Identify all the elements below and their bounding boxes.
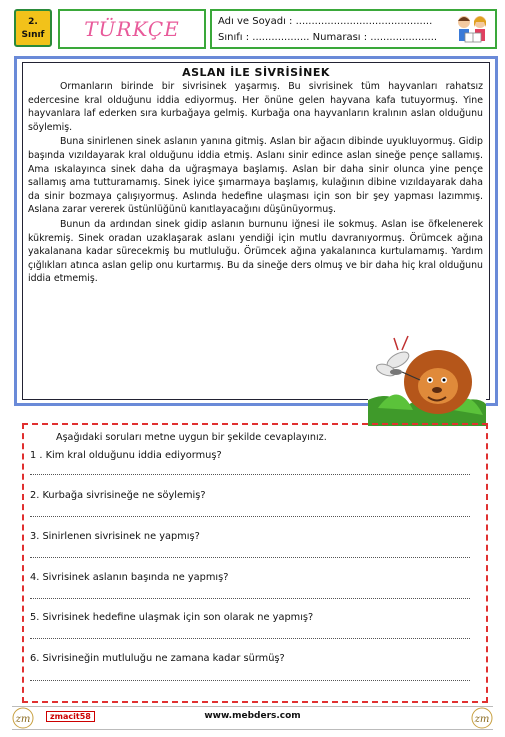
answer-line-4[interactable]	[30, 598, 470, 599]
grade-number: 2.	[28, 17, 38, 27]
site-url[interactable]: www.mebders.com	[204, 711, 301, 721]
zm-logo-text: zm	[15, 714, 31, 725]
answer-line-6[interactable]	[30, 680, 470, 681]
subject-title: TÜRKÇE	[84, 17, 180, 41]
kids-reading-icon	[453, 13, 493, 45]
question-5: 5. Sivrisinek hedefine ulaşmak için son olarak ne yapmış?	[30, 612, 314, 623]
answer-line-2[interactable]	[30, 516, 470, 517]
question-1: 1 . Kim kral olduğunu iddia ediyormuş?	[30, 450, 222, 461]
story-text	[28, 80, 483, 287]
answer-line-5[interactable]	[30, 638, 470, 639]
story-paragraph: Buna sinirlenen sinek aslanın yanına gitmiş. Aslan bir ağacın dibinde uyukluyormuş. Gidip başında vızıldayarak kral olduğunu iddia etmiş. Aslanı sinir edince aslan sineğe pençe sallamış. Ama ıskalayınca sinek daha da uğraşmaya başlamış. Aslan bir daha sinir olunca yine pençe sallamış ama tutturamamış. Sinek iyice şımarmaya başlamış, kulağının dibine vızıldayarak daha da sinir bozmaya çalışıyormuş. Aslında hedefine ulaşması için son bir şey yapması lazımmış. Aslana zarar vererek üstünlüğünü kanıtlayacağını düşünüyormuş.	[28, 136, 483, 216]
lion-mosquito-illustration	[368, 330, 486, 426]
question-4: 4. Sivrisinek aslanın başında ne yapmış?	[30, 572, 229, 583]
story-paragraph: Bunun da ardından sinek gidip aslanın burnunu iğnesi ile sokmuş. Aslan ise öfkelenerek kükremiş. Sinek oradan uzaklaşarak aslanı yendiği için mutlu davranıyormuş. Örümcek ağına yakalanana kadar sürecekmiş bu mutluluğu. Örümcek ağına yakalanınca kurtulamamış. Yardım çığlıkları atınca aslan gelip onu kurtarmış. Bu da sineğe ders olmuş ve bir daha hiç kral olduğunu iddia etmemiş.	[28, 218, 483, 285]
question-2: 2. Kurbağa sivrisineğe ne söylemiş?	[30, 490, 206, 501]
zm-logo-icon	[471, 707, 493, 729]
subject-title-box	[58, 9, 206, 49]
story-title: ASLAN İLE SİVRİSİNEK	[182, 66, 330, 79]
question-6: 6. Sivrisineğin mutluluğu ne zamana kadar sürmüş?	[30, 653, 285, 664]
story-paragraph: Ormanların birinde bir sivrisinek yaşarmış. Bu sivrisinek tüm hayvanları rahatsız edercesine kral olduğunu iddia ediyormuş. Her önüne gelen hayvana kafa tutuyormuş. Yine hayvanlara laf ederken sıra kurbağaya gelmiş. Kurbağa ona hayvanların kralının aslan olduğunu söylemiş.	[28, 81, 483, 133]
name-field-label[interactable]: Adı ve Soyadı : ...........................................	[218, 16, 433, 27]
author-tag: zmacit58	[46, 711, 95, 722]
answer-line-3[interactable]	[30, 557, 470, 558]
grade-badge	[14, 9, 52, 47]
class-number-label[interactable]: Sınıfı : .................. Numarası : .....................	[218, 32, 438, 43]
question-3: 3. Sinirlenen sivrisinek ne yapmış?	[30, 531, 200, 542]
questions-intro: Aşağıdaki soruları metne uygun bir şekilde cevaplayınız.	[56, 432, 327, 443]
answer-line-1[interactable]	[30, 474, 470, 475]
zm-logo-text: zm	[474, 714, 490, 725]
grade-word: Sınıf	[21, 30, 45, 40]
